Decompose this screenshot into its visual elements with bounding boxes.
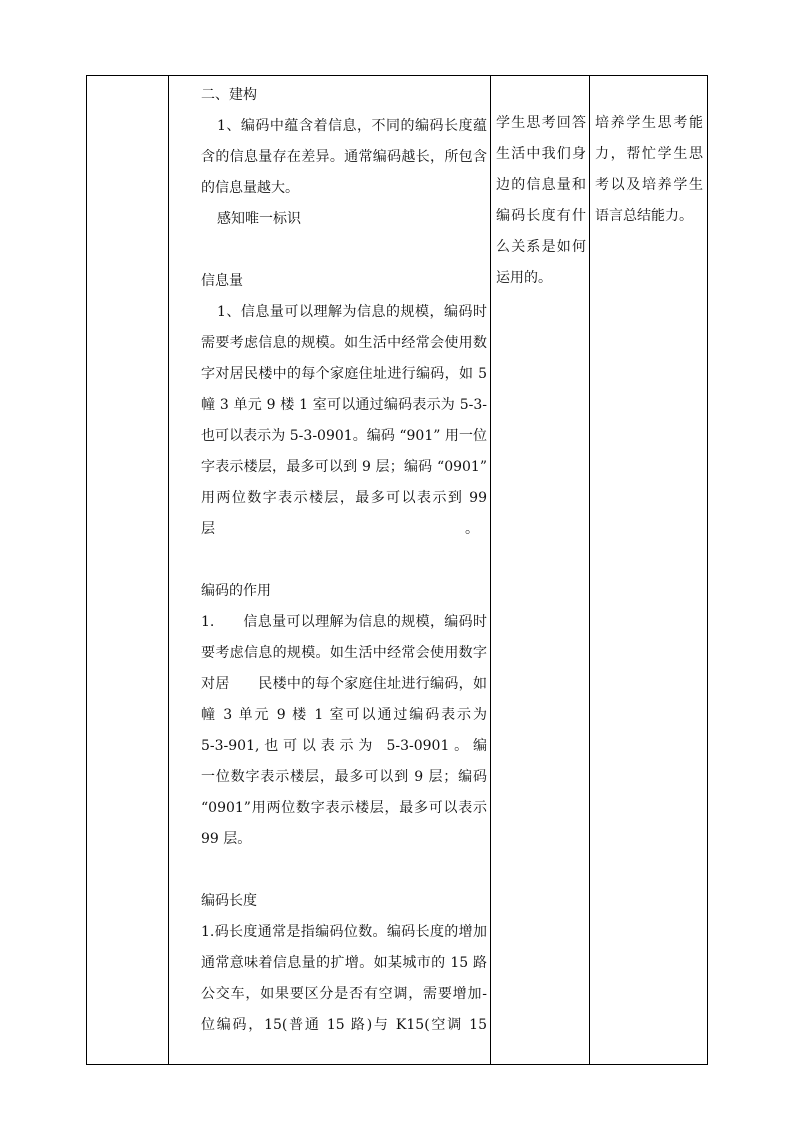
- text-line: 幢 3 单元 9 楼 1 室可以通过编码表示为 5-3-: [201, 397, 487, 413]
- text-line: 边的信息量和: [496, 177, 586, 193]
- text-line: 对居 民楼中的每个家庭住址进行编码，如: [201, 676, 487, 692]
- perceive-label: 感知唯一标识: [217, 211, 301, 227]
- text-line: 生活中我们身: [496, 146, 586, 162]
- teaching-content-column: [201, 80, 487, 1041]
- column-divider: [490, 76, 491, 1064]
- text-fragment: 。: [465, 521, 479, 537]
- text-line: 也可以表示为 5-3-0901。编码 “901” 用一位: [201, 428, 487, 444]
- text-line: 1. 信息量可以理解为信息的规模，编码时: [201, 614, 487, 630]
- text-line: 用两位数字表示楼层，最多可以表示到 99: [201, 490, 487, 506]
- text-line: “0901”用两位数字表示楼层，最多可以表示: [201, 800, 487, 816]
- text-line: 么关系是如何: [496, 239, 586, 255]
- text-line: 位编码，15(普通 15 路)与 K15(空调 15: [201, 1017, 487, 1033]
- section-heading-role: 编码的作用: [201, 583, 271, 599]
- text-line: 通常意味着信息量的扩增。如某城市的 15 路: [201, 955, 487, 971]
- text-line: 需要考虑信息的规模。如生活中经常会使用数: [201, 335, 487, 351]
- paragraph-encoding-length: [201, 917, 487, 1041]
- column-divider: [589, 76, 590, 1064]
- section-heading-info: 信息量: [201, 273, 243, 289]
- paragraph-info-amount: [201, 297, 487, 545]
- text-line: 99 层。: [201, 831, 252, 847]
- text-line: 培养学生思考能: [595, 115, 703, 131]
- section-heading-construct: 二、建构: [201, 87, 257, 103]
- design-intent-column: [595, 108, 703, 232]
- section-heading-length: 编码长度: [201, 893, 257, 909]
- text-line: 5-3-901,也可以表示为 5-3-0901。编: [201, 738, 487, 754]
- text-line: 运用的。: [496, 270, 552, 286]
- text-line: 语言总结能力。: [595, 208, 693, 224]
- column-divider: [168, 76, 169, 1064]
- paragraph-encoding-info: [201, 111, 487, 204]
- text-line: 一位数字表示楼层，最多可以到 9 层；编码: [201, 769, 487, 785]
- text-line: 要考虑信息的规模。如生活中经常会使用数字: [201, 645, 487, 661]
- text-line: 编码长度有什: [496, 208, 586, 224]
- text-line: 学生思考回答: [496, 115, 586, 131]
- text-line: 力，帮忙学生思: [595, 146, 703, 162]
- text-line: 考以及培养学生: [595, 177, 703, 193]
- text-line: 含的信息量存在差异。通常编码越长，所包含: [201, 149, 487, 165]
- paragraph-encoding-role: [201, 607, 487, 855]
- text-line: 字对居民楼中的每个家庭住址进行编码，如 5: [201, 366, 487, 382]
- text-line: 公交车，如果要区分是否有空调，需要增加-: [201, 986, 487, 1002]
- student-activity-column: [496, 108, 586, 294]
- text-line: 1.码长度通常是指编码位数。编码长度的增加: [201, 924, 487, 940]
- text-line: 1、信息量可以理解为信息的规模，编码时: [217, 304, 487, 320]
- text-line: 幢 3 单元 9 楼 1 室可以通过编码表示为: [201, 707, 487, 723]
- lesson-table: [86, 75, 708, 1065]
- text-line: [201, 514, 487, 545]
- text-line: 字表示楼层，最多可以到 9 层；编码 “0901”: [201, 459, 487, 475]
- text-fragment: 层: [201, 521, 215, 537]
- text-line: 的信息量越大。: [201, 180, 299, 196]
- text-line: 1、编码中蕴含着信息，不同的编码长度蕴: [217, 118, 487, 134]
